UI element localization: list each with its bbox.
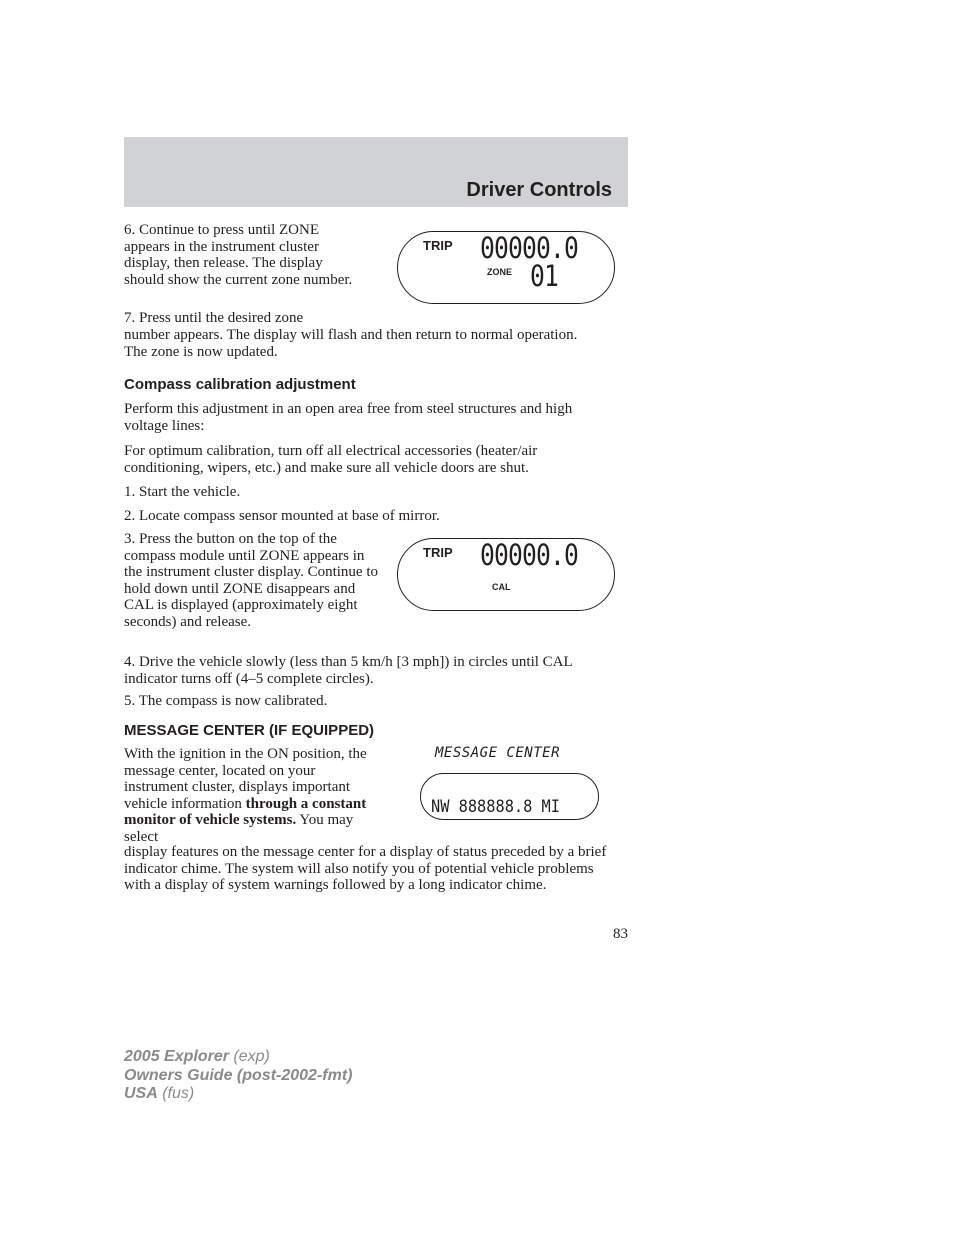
section-header-band <box>124 137 628 207</box>
trip-label: TRIP <box>423 545 453 560</box>
footer-market-code: (fus) <box>157 1085 195 1102</box>
odometer-digits: 00000.0 <box>480 538 578 572</box>
footer-line-3 <box>124 1085 352 1104</box>
message-center-text-start: With the ignition in the ON position, the message center, located on your instrument cluster, displays important vehicle information <box>124 746 367 812</box>
trip-zone-display <box>397 231 615 304</box>
footer-model: 2005 Explorer <box>124 1048 229 1065</box>
compass-step-2: 2. Locate compass sensor mounted at base of mirror. <box>124 508 440 524</box>
message-center-display-value: NW 888888.8 MI <box>431 797 560 817</box>
footer-line-2 <box>124 1067 352 1086</box>
step-7-first-line: 7. Press until the desired zone <box>124 310 304 326</box>
message-center-text-bold: through a constant monitor of vehicle systems. <box>124 795 367 828</box>
section-title: Driver Controls <box>466 179 612 201</box>
footer-market: USA <box>124 1085 158 1102</box>
cal-label: CAL <box>492 582 511 592</box>
compass-step-3: 3. Press the button on the top of the compass module until ZONE appears in the instrument cluster display. Continue to hold down until ZONE disappears and CAL is displayed (approximately eight seconds) and release. <box>124 531 378 630</box>
compass-step-5: 5. The compass is now calibrated. <box>124 693 328 709</box>
compass-step-4: 4. Drive the vehicle slowly (less than 5 km/h [3 mph]) in circles until CAL indicator turns off (4–5 complete circles). <box>124 654 573 687</box>
compass-heading: Compass calibration adjustment <box>124 376 356 393</box>
compass-step-1: 1. Start the vehicle. <box>124 484 241 500</box>
step-6-text: 6. Continue to press until ZONE appears in the instrument cluster display, then release. The display should show the current zone number. <box>124 222 353 288</box>
odometer-digits: 00000.0 <box>480 231 578 265</box>
document-footer <box>124 1048 352 1104</box>
trip-cal-display <box>397 538 615 611</box>
message-center-heading: MESSAGE CENTER (IF EQUIPPED) <box>124 722 375 739</box>
compass-optimum-note: For optimum calibration, turn off all electrical accessories (heater/air conditioning, wipers, etc.) and make sure all vehicle doors are shut. <box>124 443 538 476</box>
message-center-display-label: MESSAGE CENTER <box>435 745 561 761</box>
message-center-paragraph <box>124 746 380 845</box>
footer-line-1 <box>124 1048 352 1067</box>
footer-guide: Owners Guide (post-2002-fmt) <box>124 1066 353 1084</box>
zone-label: ZONE <box>487 267 513 277</box>
page-number: 83 <box>613 926 628 942</box>
step-7-text: number appears. The display will flash and then return to normal operation. The zone is now updated. <box>124 327 578 360</box>
footer-model-code: (exp) <box>228 1048 270 1065</box>
trip-label: TRIP <box>423 238 453 253</box>
message-center-display <box>420 773 599 820</box>
message-center-text-mid: You may select <box>124 812 354 845</box>
compass-intro: Perform this adjustment in an open area free from steel structures and high voltage lines: <box>124 401 573 434</box>
zone-value: 01 <box>530 259 558 293</box>
message-center-paragraph-continued: display features on the message center for a display of status preceded by a brief indicator chime. The system will also notify you of potential vehicle problems with a display of system warnings followed by a long indicator chime. <box>124 844 607 893</box>
